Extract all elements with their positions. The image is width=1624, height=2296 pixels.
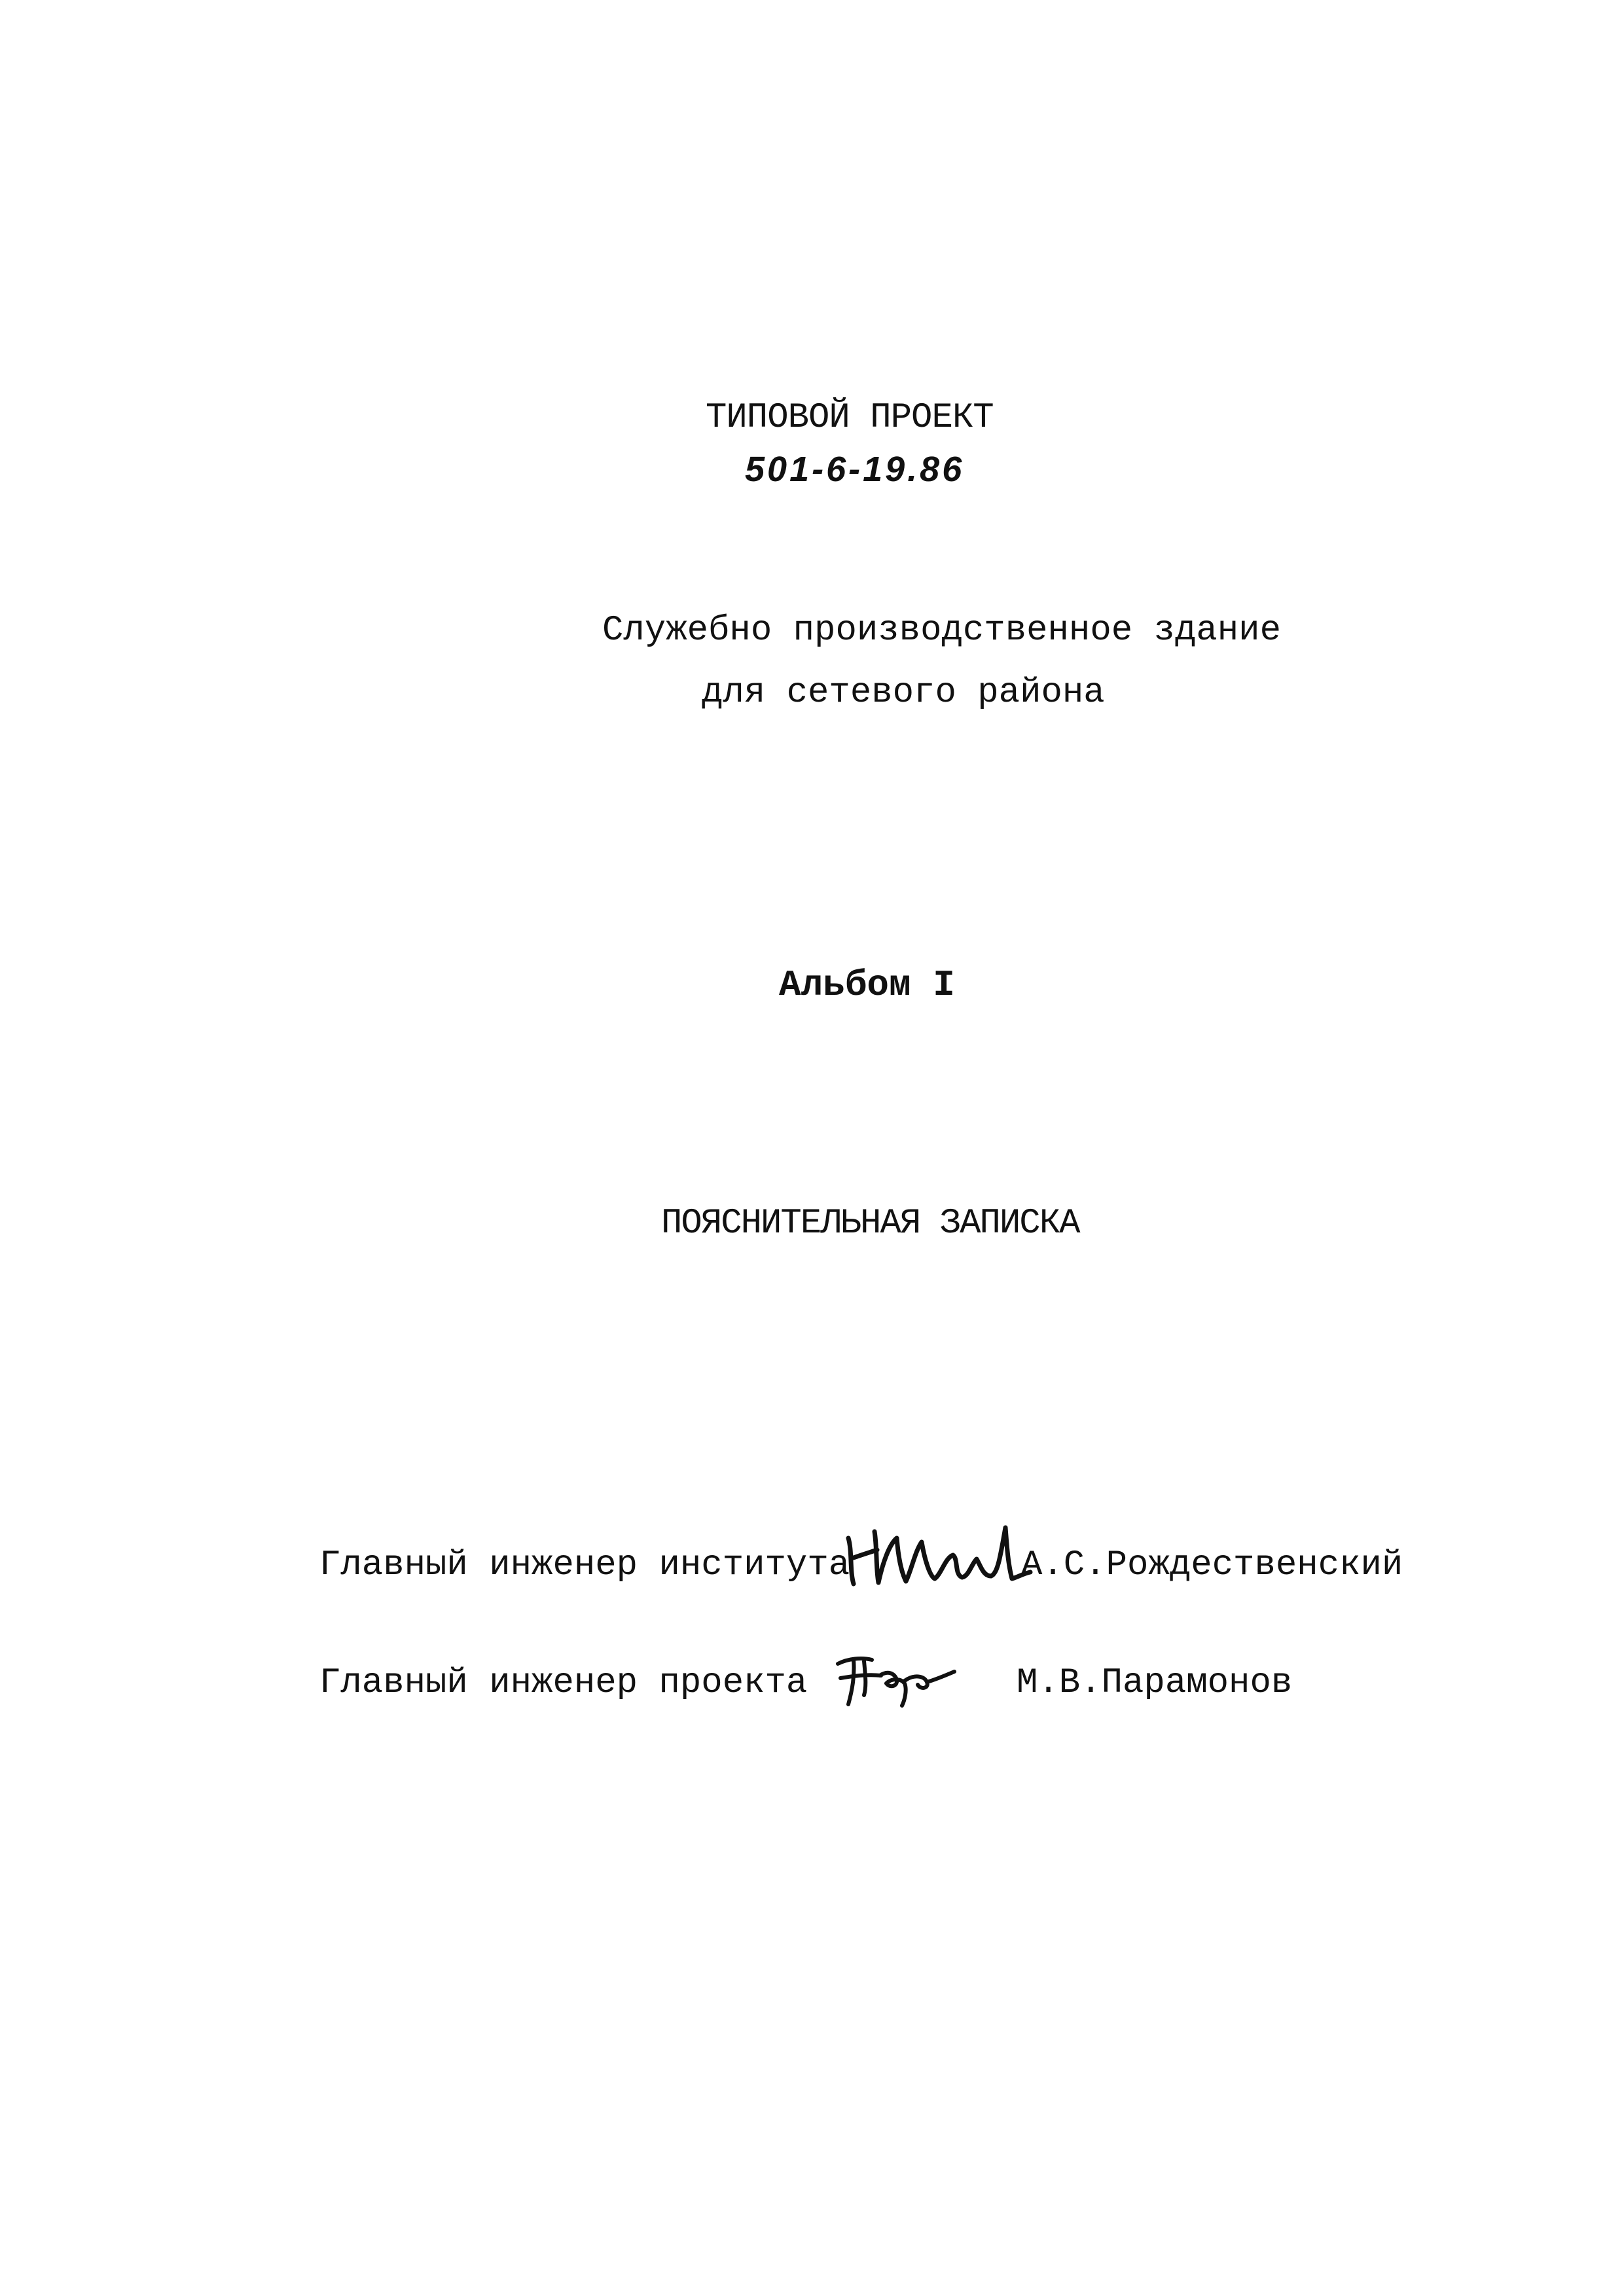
building-name-line-1: Служебно производственное здание <box>602 611 1281 651</box>
signatory-role: Главный инженер проекта <box>319 1663 808 1703</box>
handwritten-signature-icon <box>843 1518 1033 1590</box>
signatory-name: А.С.Рождественский <box>1021 1545 1403 1585</box>
project-title: ТИПОВОЙ ПРОЕКТ <box>706 398 994 438</box>
signatory-name: М.В.Парамонов <box>1017 1663 1293 1703</box>
handwritten-signature-icon <box>829 1649 960 1708</box>
album-label: Альбом I <box>779 964 955 1006</box>
signature-row-institute-engineer <box>319 1518 1403 1590</box>
signature-row-project-engineer <box>319 1636 1380 1708</box>
signatory-role: Главный инженер института <box>319 1545 850 1585</box>
building-name-line-2: для сетевого района <box>702 673 1105 713</box>
project-number: 501-6-19.86 <box>745 450 965 489</box>
explanatory-note-title: ПОЯСНИТЕЛЬНАЯ ЗАПИСКА <box>661 1204 1079 1244</box>
